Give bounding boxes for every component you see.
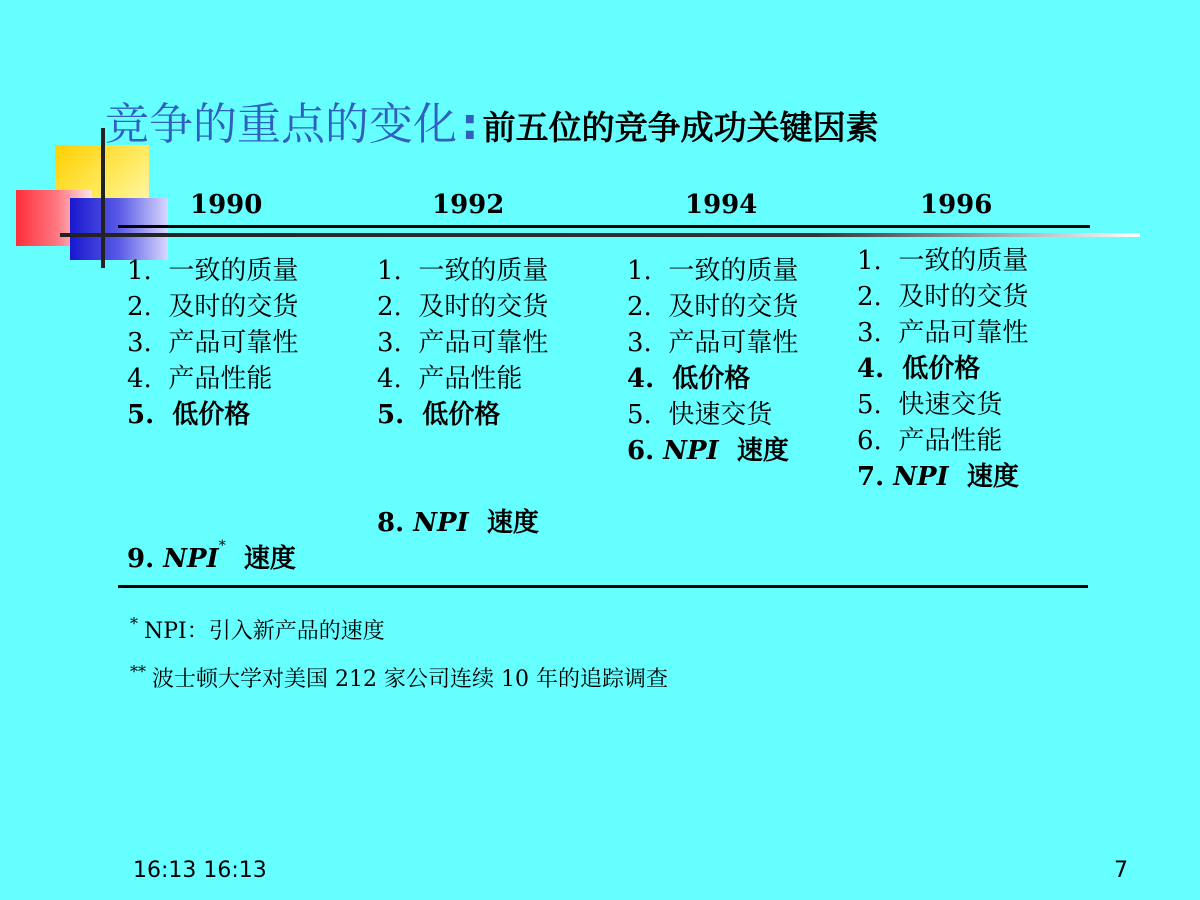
list-item: 3. 产品可靠性 xyxy=(857,318,1029,348)
list-item: 1. 一致的质量 xyxy=(857,246,1029,276)
list-item: 5. 低价格 xyxy=(127,400,251,430)
slide-title xyxy=(105,88,879,152)
list-item: 4. 低价格 xyxy=(627,364,751,394)
list-item: 2. 及时的交货 xyxy=(627,292,799,322)
list-item: 2. 及时的交货 xyxy=(377,292,549,322)
list-item: 5. 快速交货 xyxy=(857,390,1003,420)
list-item: 1. 一致的质量 xyxy=(377,256,549,286)
list-item-npi: 7. NPI 速度 xyxy=(857,462,1019,492)
table-bottom-rule xyxy=(118,585,1088,588)
footer-timestamp: 16:13 16:13 xyxy=(133,858,267,883)
list-item: 5. 低价格 xyxy=(377,400,501,430)
footnote-source: ** 波士顿大学对美国 212 家公司连续 10 年的追踪调查 xyxy=(130,662,668,692)
list-item: 4. 产品性能 xyxy=(127,364,273,394)
list-item: 6. 产品性能 xyxy=(857,426,1003,456)
header-underline xyxy=(118,225,1090,228)
title-colon: : xyxy=(461,99,479,150)
list-item: 1. 一致的质量 xyxy=(127,256,299,286)
decor-horizontal-line xyxy=(60,233,1140,237)
list-item-npi: 6. NPI 速度 xyxy=(627,436,789,466)
page-number: 7 xyxy=(1114,858,1128,883)
list-item: 3. 产品可靠性 xyxy=(127,328,299,358)
list-item: 1. 一致的质量 xyxy=(627,256,799,286)
list-item: 3. 产品可靠性 xyxy=(377,328,549,358)
title-subtitle: 前五位的竞争成功关键因素 xyxy=(482,108,879,147)
list-item-npi: 8. NPI 速度 xyxy=(377,508,539,538)
title-main: 竞争的重点的变化 xyxy=(105,99,457,150)
list-item-npi: 9. NPI* 速度 xyxy=(127,538,296,574)
list-item: 4. 低价格 xyxy=(857,354,981,384)
footnote-npi: * NPI：引入新产品的速度 xyxy=(130,614,385,644)
year-header-1994: 1994 xyxy=(685,190,758,220)
list-item: 2. 及时的交货 xyxy=(857,282,1029,312)
list-item: 2. 及时的交货 xyxy=(127,292,299,322)
list-item: 4. 产品性能 xyxy=(377,364,523,394)
year-header-1996: 1996 xyxy=(920,190,993,220)
list-item: 3. 产品可靠性 xyxy=(627,328,799,358)
year-header-1992: 1992 xyxy=(432,190,505,220)
list-item: 5. 快速交货 xyxy=(627,400,773,430)
year-header-1990: 1990 xyxy=(190,190,263,220)
